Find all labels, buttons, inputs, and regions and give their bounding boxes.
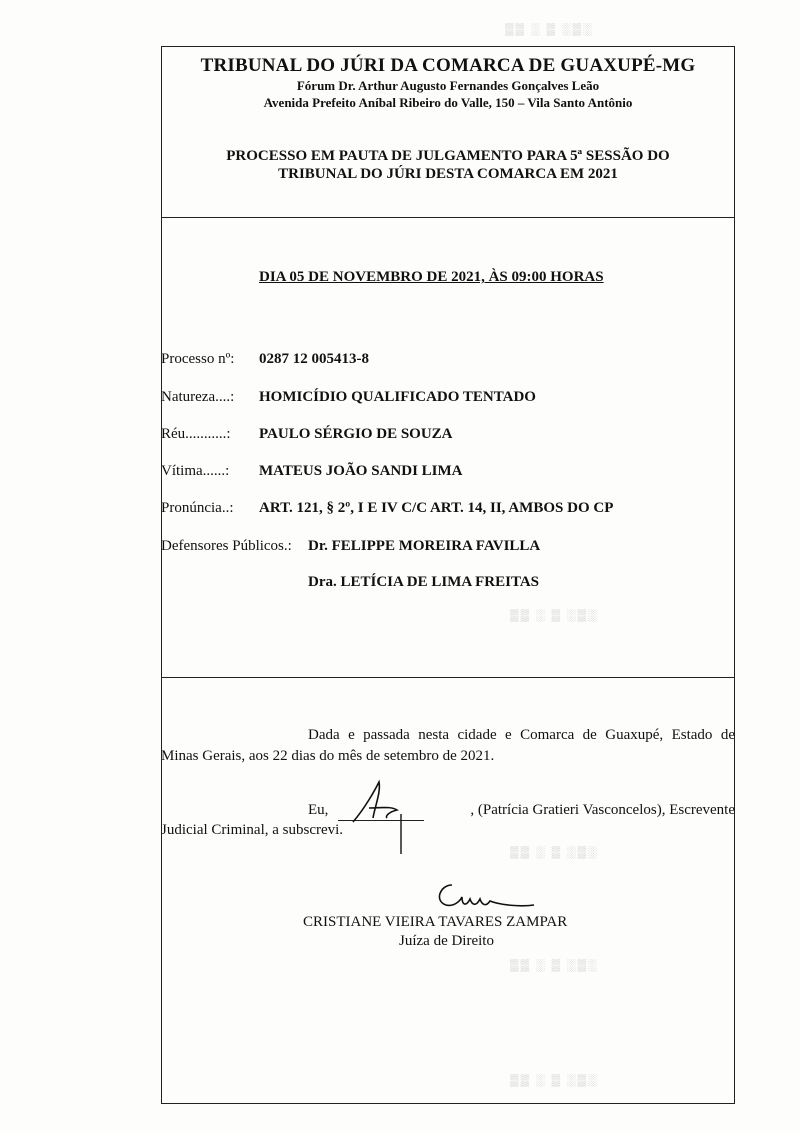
scan-noise: ▒▒ ░ ▒ ░▒░ <box>505 22 594 36</box>
scan-noise: ▒▒ ░ ▒ ░▒░ <box>510 845 599 859</box>
vitima-value: MATEUS JOÃO SANDI LIMA <box>259 463 463 479</box>
processo-label: Processo nº: <box>161 351 235 367</box>
judge-name: CRISTIANE VIEIRA TAVARES ZAMPAR <box>303 914 568 930</box>
natureza-label: Natureza....: <box>161 389 235 405</box>
scan-noise: ▒▒ ░ ▒ ░▒░ <box>510 1073 599 1087</box>
clerk-eu: Eu, <box>308 802 329 818</box>
judge-signature <box>430 875 540 915</box>
pronuncia-label: Pronúncia..: <box>161 500 234 516</box>
subject-line-1: PROCESSO EM PAUTA DE JULGAMENTO PARA 5ª SESSÃO DO <box>226 148 670 164</box>
session-date: DIA 05 DE NOVEMBRO DE 2021, ÀS 09:00 HORAS <box>259 269 604 285</box>
court-title: TRIBUNAL DO JÚRI DA COMARCA DE GUAXUPÉ-MG <box>200 55 696 76</box>
defensores-label: Defensores Públicos.: <box>161 538 292 554</box>
scan-noise: ▒▒ ░ ▒ ░▒░ <box>510 958 599 972</box>
reu-value: PAULO SÉRGIO DE SOUZA <box>259 426 453 442</box>
forum-name: Fórum Dr. Arthur Augusto Fernandes Gonçalves Leão <box>296 78 600 93</box>
defensor-1: Dr. FELIPPE MOREIRA FAVILLA <box>308 538 541 554</box>
reu-label: Réu...........: <box>161 426 231 442</box>
scan-noise: ▒▒ ░ ▒ ░▒░ <box>510 608 599 622</box>
closing-line-2: Minas Gerais, aos 22 dias do mês de setembro de 2021. <box>161 748 495 764</box>
vitima-label: Vítima......: <box>161 463 230 479</box>
judge-role: Juíza de Direito <box>399 933 494 949</box>
processo-value: 0287 12 005413-8 <box>259 351 369 367</box>
subject-line-2: TRIBUNAL DO JÚRI DESTA COMARCA EM 2021 <box>278 166 618 182</box>
natureza-value: HOMICÍDIO QUALIFICADO TENTADO <box>259 389 536 405</box>
divider <box>161 217 735 218</box>
clerk-name-line: , (Patrícia Gratieri Vasconcelos), Escrevente <box>470 802 735 818</box>
defensor-2: Dra. LETÍCIA DE LIMA FREITAS <box>308 574 540 590</box>
closing-line-1: Dada e passada nesta cidade e Comarca de Guaxupé, Estado de <box>308 727 735 743</box>
pronuncia-value: ART. 121, § 2º, I E IV C/C ART. 14, II, AMBOS DO CP <box>259 500 614 516</box>
clerk-signature <box>345 778 425 858</box>
clerk-line-2: Judicial Criminal, a subscrevi. <box>161 822 344 838</box>
divider <box>161 677 735 678</box>
court-address: Avenida Prefeito Aníbal Ribeiro do Valle, 150 – Vila Santo Antônio <box>263 95 633 110</box>
